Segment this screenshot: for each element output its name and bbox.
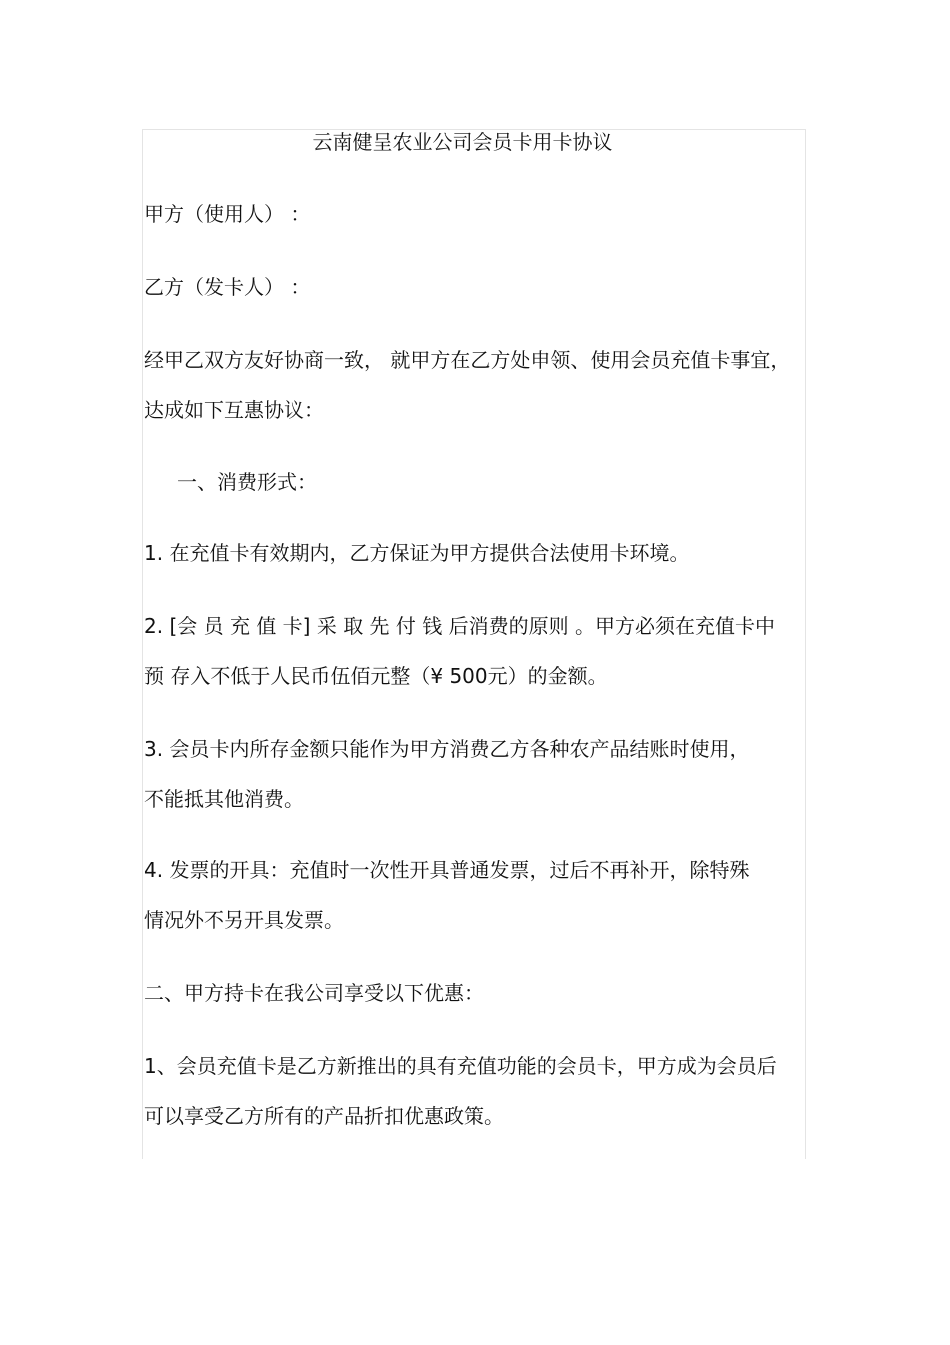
intro-paragraph-line-2: 达成如下互惠协议： (144, 398, 324, 422)
item-1: 1. 在充值卡有效期内，乙方保证为甲方提供合法使用卡环境。 (144, 541, 690, 565)
item-4-line-1: 4. 发票的开具：充值时一次性开具普通发票，过后不再补开，除特殊 (144, 858, 750, 882)
benefit-1-line-2: 可以享受乙方所有的产品折扣优惠政策。 (144, 1104, 504, 1128)
party-b-line: 乙方（发卡人） ： (144, 275, 311, 299)
item-2-line-1: 2. [会 员 充 值 卡] 采 取 先 付 钱 后消费的原则 。甲方必须在充值卡中 (144, 614, 775, 638)
party-a-line: 甲方（使用人） ： (144, 202, 311, 226)
section-1-heading: 一、消费形式： (177, 470, 317, 494)
item-4-line-2: 情况外不另开具发票。 (144, 908, 344, 932)
item-3-line-2: 不能抵其他消费。 (144, 787, 304, 811)
item-2-line-2: 预 存入不低于人民币伍佰元整（¥ 500元）的金额。 (144, 664, 608, 688)
item-3-line-1: 3. 会员卡内所存金额只能作为甲方消费乙方各种农产品结账时使用， (144, 737, 750, 761)
benefit-1-line-1: 1、会员充值卡是乙方新推出的具有充值功能的会员卡，甲方成为会员后 (144, 1054, 777, 1078)
intro-paragraph-line-1: 经甲乙双方友好协商一致， 就甲方在乙方处申领、使用会员充值卡事宜， (144, 348, 791, 372)
section-2-heading: 二、甲方持卡在我公司享受以下优惠： (144, 981, 484, 1005)
document-title: 云南健呈农业公司会员卡用卡协议 (312, 130, 613, 154)
